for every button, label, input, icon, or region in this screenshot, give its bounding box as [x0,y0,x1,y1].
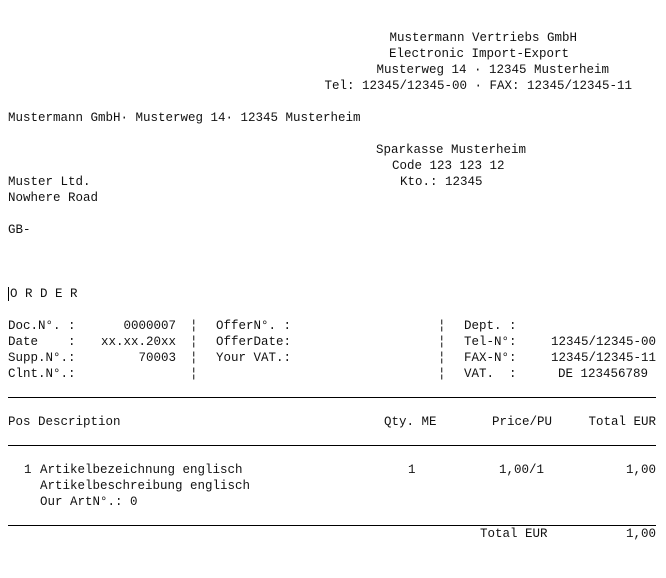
header-qty-me: Qty. ME [384,415,437,429]
row-item-name: Artikelbezeichnung englisch [40,463,243,477]
company-name: Mustermann Vertriebs GmbH [389,31,577,45]
column-separator: ¦ [438,351,446,365]
column-separator: ¦ [438,335,446,349]
doc-no-label: Doc.N°. : [8,319,76,333]
column-separator: ¦ [438,367,446,381]
table-header-rule [8,445,656,446]
offer-no-label: OfferN°. : [216,319,292,333]
bank-name: Sparkasse Musterheim [376,143,527,157]
row-article-number: Our ArtN°.: 0 [40,495,138,509]
company-address: Musterweg 14 · 12345 Musterheim [376,63,609,77]
recipient-country: GB- [8,223,31,237]
date-value: xx.xx.20xx [100,335,176,349]
clnt-no-label: Clnt.N°.: [8,367,76,381]
column-separator: ¦ [190,335,198,349]
company-contact: Tel: 12345/12345-00 · FAX: 12345/12345-11 [324,79,632,93]
bank-code: Code 123 123 12 [392,159,505,173]
bank-account: Kto.: 12345 [400,175,483,189]
row-qty: 1 [408,463,416,477]
supp-no-label: Supp.N°.: [8,351,76,365]
column-separator: ¦ [438,319,446,333]
total-value: 1,00 [625,527,656,541]
tel-no-value: 12345/12345-00 [550,335,656,349]
recipient-name: Muster Ltd. [8,175,91,189]
document-title[interactable]: O R D E R [10,287,78,301]
vat-value: DE 123456789 [557,367,648,381]
row-total: 1,00 [625,463,656,477]
date-label: Date : [8,335,76,349]
dept-label: Dept. : [464,319,517,333]
text-cursor [8,287,9,301]
company-tagline: Electronic Import-Export [388,47,569,61]
fax-no-label: FAX-N°: [464,351,517,365]
header-total: Total EUR [588,415,656,429]
your-vat-label: Your VAT.: [216,351,292,365]
table-top-rule [8,397,656,398]
total-label: Total EUR [480,527,548,541]
fax-no-value: 12345/12345-11 [550,351,656,365]
header-price: Price/PU [491,415,552,429]
row-price: 1,00/1 [498,463,544,477]
doc-no-value: 0000007 [123,319,176,333]
column-separator: ¦ [190,351,198,365]
row-item-description: Artikelbeschreibung englisch [40,479,251,493]
row-pos: 1 [24,463,32,477]
column-separator: ¦ [190,319,198,333]
vat-label: VAT. : [464,367,517,381]
sender-line: Mustermann GmbH· Musterweg 14· 12345 Musterheim [8,111,361,125]
header-pos-description: Pos Description [8,415,121,429]
table-bottom-rule [8,525,656,526]
offer-date-label: OfferDate: [216,335,292,349]
recipient-street: Nowhere Road [8,191,99,205]
supp-no-value: 70003 [138,351,176,365]
tel-no-label: Tel-N°: [464,335,517,349]
column-separator: ¦ [190,367,198,381]
